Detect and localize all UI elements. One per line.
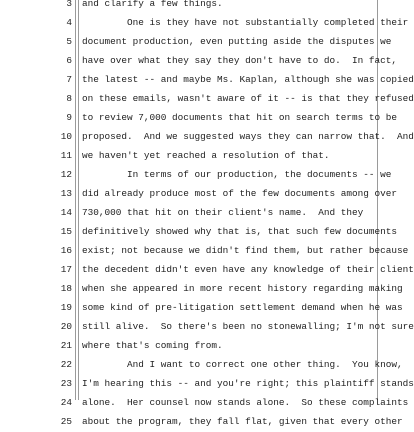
line-text: and clarify a few things. xyxy=(82,0,223,9)
transcript-line xyxy=(0,13,409,33)
line-text: One is they have not substantially completed their xyxy=(82,17,409,28)
line-text: document production, even putting aside the disputes we xyxy=(82,36,392,47)
line-number: 21 xyxy=(60,340,72,351)
line-number: 19 xyxy=(60,302,72,313)
line-number: 12 xyxy=(60,169,72,180)
line-number: 17 xyxy=(60,264,72,275)
line-text: In terms of our production, the documents -- we xyxy=(82,169,392,180)
transcript-line xyxy=(0,184,400,204)
line-text: the latest -- and maybe Ms. Kaplan, although she was copied xyxy=(82,74,414,85)
line-text: still alive. So there's been no stonewalling; I'm not sure xyxy=(82,321,414,332)
line-number: 4 xyxy=(66,17,72,28)
line-text: to review 7,000 documents that hit on search terms to be xyxy=(82,112,398,123)
transcript-line xyxy=(0,355,403,375)
line-number: 11 xyxy=(60,150,72,161)
line-text: I'm hearing this -- and you're right; this plaintiff stands xyxy=(82,378,414,389)
line-number: 23 xyxy=(60,378,72,389)
transcript-line xyxy=(0,412,403,432)
transcript-line xyxy=(0,393,409,413)
transcript-line xyxy=(0,108,400,128)
transcript-line xyxy=(0,336,400,356)
transcript-line xyxy=(0,0,400,14)
line-number: 3 xyxy=(66,0,72,9)
transcript-line xyxy=(0,317,414,337)
line-number: 22 xyxy=(60,359,72,370)
transcript-line xyxy=(0,298,403,318)
line-number: 24 xyxy=(60,397,72,408)
line-number: 10 xyxy=(60,131,72,142)
transcript-line xyxy=(0,203,400,223)
line-text: definitively showed why that is, that such few documents xyxy=(82,226,398,237)
line-text: where that's coming from. xyxy=(82,340,223,351)
transcript-line xyxy=(0,241,409,261)
line-text: exist; not because we didn't find them, but rather because xyxy=(82,245,409,256)
line-number: 13 xyxy=(60,188,72,199)
line-number: 9 xyxy=(66,112,72,123)
line-text: we haven't yet reached a resolution of that. xyxy=(82,150,330,161)
line-text: And I want to correct one other thing. You know, xyxy=(82,359,403,370)
line-number: 15 xyxy=(60,226,72,237)
line-text: 730,000 that hit on their client's name. And they xyxy=(82,207,364,218)
transcript-line xyxy=(0,260,414,280)
line-number: 6 xyxy=(66,55,72,66)
transcript-line xyxy=(0,222,400,242)
transcript-line xyxy=(0,374,414,394)
line-text: the decedent didn't even have any knowledge of their client xyxy=(82,264,414,275)
line-number: 20 xyxy=(60,321,72,332)
line-text: some kind of pre-litigation settlement demand when he was xyxy=(82,302,403,313)
transcript-line xyxy=(0,70,414,90)
line-number: 14 xyxy=(60,207,72,218)
line-text: on these emails, wasn't aware of it -- is that they refused xyxy=(82,93,414,104)
line-number: 16 xyxy=(60,245,72,256)
transcript-line xyxy=(0,51,400,71)
line-number: 7 xyxy=(66,74,72,85)
line-number: 25 xyxy=(60,416,72,427)
line-number: 5 xyxy=(66,36,72,47)
line-text: proposed. And we suggested ways they can narrow that. And xyxy=(82,131,414,142)
line-number: 18 xyxy=(60,283,72,294)
line-text: have over what they say they don't have to do. In fact, xyxy=(82,55,398,66)
line-number: 8 xyxy=(66,93,72,104)
line-text: when she appeared in more recent history regarding making xyxy=(82,283,403,294)
transcript-line xyxy=(0,32,400,52)
line-text: did already produce most of the few documents among over xyxy=(82,188,398,199)
transcript-line xyxy=(0,146,400,166)
transcript-line xyxy=(0,279,403,299)
line-text: alone. Her counsel now stands alone. So these complaints xyxy=(82,397,409,408)
transcript-line xyxy=(0,89,414,109)
line-text: about the program, they fall flat, given that every other xyxy=(82,416,403,427)
transcript-line xyxy=(0,127,414,147)
transcript-line xyxy=(0,165,400,185)
